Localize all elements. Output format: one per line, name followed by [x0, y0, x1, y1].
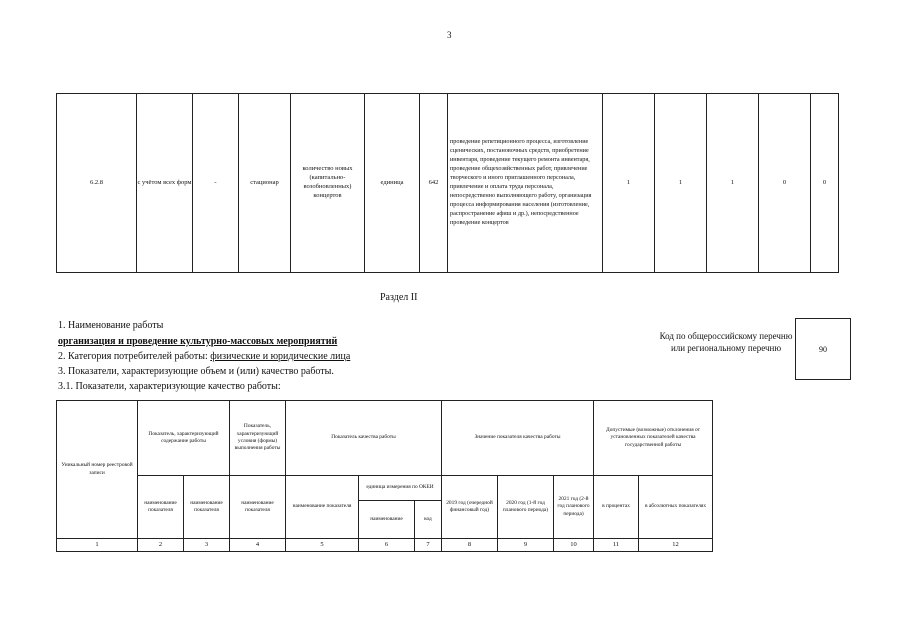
subheader-unit-code: код	[415, 501, 442, 539]
row-description: проведение репетиционного процесса, изготовление сценических, постановочных средств, приобретение инвентаря, проведение текущего ремонта инвентаря, проведение общехозяйственных работ, привлечение творческого и иного приглашенного персонала, привлечение и оплата труда персонала, непосредственно выполняющего работу, организация процесса информирования населения (изготовление, распространение афиш и др.), непосредственное проведение концертов	[448, 94, 603, 273]
code-label: Код по общероссийскому перечню или региональному перечню	[659, 331, 793, 354]
row-unit-code: 642	[420, 94, 448, 273]
column-number: 3	[184, 539, 230, 552]
subheader-percent: в процентах	[594, 476, 639, 539]
quality-indicators-table	[56, 400, 713, 552]
consumer-category-label: 2. Категория потребителей работы:	[58, 351, 211, 362]
header-allowed: Допустимые (возможные) отклонения от установленных показателей качества государственной работы	[594, 401, 713, 476]
row-value-2: 1	[655, 94, 707, 273]
table-row	[57, 94, 839, 273]
work-name-value: организация и проведение культурно-массовых мероприятий	[58, 336, 338, 347]
column-number: 5	[286, 539, 359, 552]
row-value-1: 1	[603, 94, 655, 273]
subheader-quality-name: наименование показателя	[286, 476, 359, 539]
subheader-name-1: наименование показателя	[138, 476, 184, 539]
subheader-unit: единица измерения по ОКЕИ	[359, 476, 442, 501]
consumer-category	[58, 351, 350, 362]
column-number: 12	[639, 539, 713, 552]
page-number: 3	[447, 30, 452, 40]
header-values: Значение показателя качества работы	[442, 401, 594, 476]
column-number: 10	[554, 539, 594, 552]
subheader-row	[57, 476, 713, 501]
header-condition: Показатель, характеризующий условия (формы) выполнения работы	[230, 401, 286, 476]
column-number: 11	[594, 539, 639, 552]
row-value-3: 1	[707, 94, 759, 273]
header-row	[57, 401, 713, 476]
code-box: 90	[795, 318, 851, 380]
column-number: 2	[138, 539, 184, 552]
row-value-5: 0	[811, 94, 839, 273]
quality-heading: 3.1. Показатели, характеризующие качество работы:	[58, 381, 281, 392]
row-value-4: 0	[759, 94, 811, 273]
column-number: 1	[57, 539, 138, 552]
column-number: 6	[359, 539, 415, 552]
row-content: с учётом всех форм	[137, 94, 193, 273]
header-content: Показатель, характеризующий содержание работы	[138, 401, 230, 476]
subheader-name-3: наименование показателя	[230, 476, 286, 539]
work-name-label: 1. Наименование работы	[58, 320, 164, 331]
subheader-absolute: в абсолютных показателях	[639, 476, 713, 539]
column-number: 7	[415, 539, 442, 552]
subheader-name-2: наименование показателя	[184, 476, 230, 539]
column-number: 8	[442, 539, 498, 552]
indicators-table-continued	[56, 93, 839, 273]
column-number: 4	[230, 539, 286, 552]
column-number: 9	[498, 539, 554, 552]
row-unit-name: единица	[365, 94, 420, 273]
row-code: 6.2.8	[57, 94, 137, 273]
row-indicator-name: количество новых (капитально-возобновленных) концертов	[291, 94, 365, 273]
row-condition: стационар	[239, 94, 291, 273]
header-unique-number: Уникальный номер реестровой записи	[57, 401, 138, 539]
subheader-year-2020: 2020 год (1-й год планового периода)	[498, 476, 554, 539]
subheader-unit-name: наименование	[359, 501, 415, 539]
header-quality: Показатель качества работы	[286, 401, 442, 476]
section-title: Раздел II	[380, 292, 418, 303]
consumer-category-value: физические и юридические лица	[210, 351, 351, 362]
subheader-year-2021: 2021 год (2-й год планового периода)	[554, 476, 594, 539]
row-dash: -	[193, 94, 239, 273]
volume-quality-heading: 3. Показатели, характеризующие объем и (или) качество работы.	[58, 366, 334, 377]
column-numbers-row	[57, 539, 713, 552]
subheader-year-2019: 2019 год (очередной финансовый год)	[442, 476, 498, 539]
